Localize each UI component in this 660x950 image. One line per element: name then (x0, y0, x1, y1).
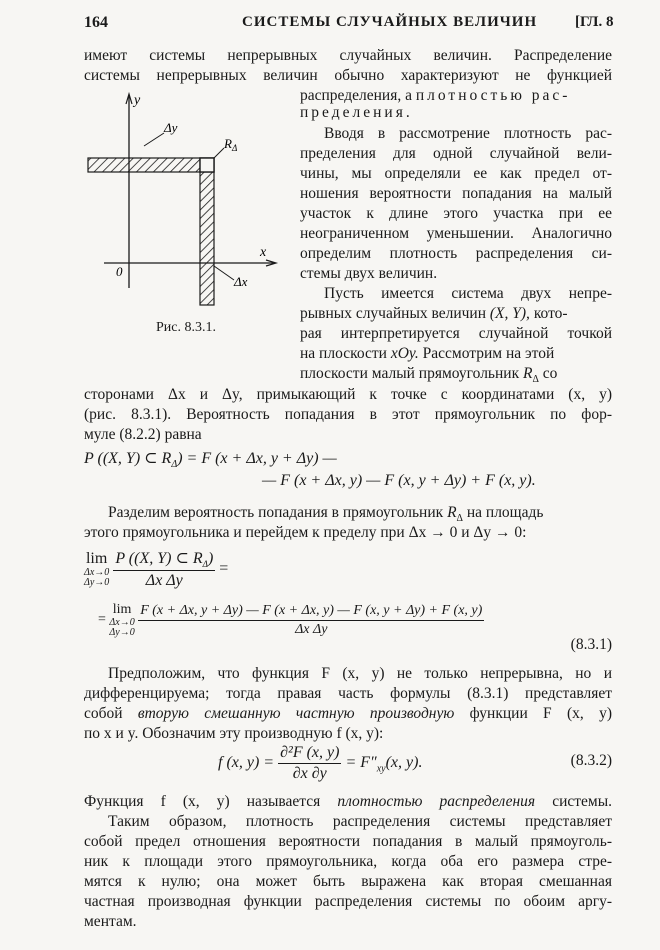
after-fig-line-2: (рис. 8.3.1). Вероятность попадания в этот прямоугольник по фор- (84, 406, 612, 423)
wrap-line-10: рывных случайных величин (X, Y), кото- (300, 305, 568, 322)
page-number: 164 (84, 14, 108, 31)
para3-line-1: Предположим, что функция F (x, y) не только непрерывна, но и (108, 665, 612, 682)
figure-8-3-1 (84, 88, 294, 338)
para3-line-4: по x и y. Обозначим эту производную f (x, y): (84, 725, 384, 742)
para4-line-6: частная производная функции распределения системы по обоим аргу- (84, 893, 612, 910)
after-fig-line-3: муле (8.2.2) равна (84, 426, 202, 443)
label-y: y (134, 93, 141, 108)
wrap-line-6: неограниченном уменьшении. Аналогично (300, 225, 612, 242)
para3-line-3: собой вторую смешанную частную производную функции F (x, y) (84, 705, 612, 722)
figure-caption: Рис. 8.3.1. (156, 320, 216, 335)
para4-line-7: ментам. (84, 913, 137, 930)
para2-line-1: Разделим вероятность попадания в прямоугольник $R_\Delta$ на площадь (108, 504, 544, 525)
intro-line-1: имеют системы непрерывных случайных величин. Распределение (84, 47, 612, 64)
equation-2-line-2: = lim Δx→0 Δy→0 F (x + Δx, y + Δy) — F (x + Δx, y) — F (x, y + Δy) + F (x, y) Δx Δy (98, 602, 483, 638)
wrap-line-13: плоскости малый прямоугольник $R_\Delta$ со (300, 365, 558, 386)
wrap-line-1: Вводя в рассмотрение плотность рас- (324, 125, 612, 142)
equation-1-line-1: P ((X, Y) ⊂ $R_\Delta) = F$ (x + Δx, y + Δy) — (84, 450, 337, 471)
label-dy: Δy (164, 120, 178, 135)
wrap-line-4: ношения вероятности попадания на малый (300, 185, 612, 202)
small-rectangle (200, 158, 214, 172)
wrap-line-0b: пределения. (300, 104, 413, 121)
label-dx: Δx (234, 274, 248, 289)
running-title: СИСТЕМЫ СЛУЧАЙНЫХ ВЕЛИЧИН (242, 14, 538, 30)
wrap-line-8: стемы двух величин. (300, 265, 438, 282)
para4-line-4: ник к площади этого прямоугольника, когда оба его размера стре- (84, 853, 612, 870)
after-fig-line-1: сторонами Δx и Δy, примыкающий к точке с координатами (x, y) (84, 386, 612, 403)
para4-line-5: мятся к нулю; она может быть выражена как вторая смешанная (84, 873, 612, 890)
label-x: x (260, 245, 267, 260)
wrap-line-0: распределения, а плотностью рас- (300, 87, 571, 104)
r-leader (214, 148, 224, 158)
wrap-line-2: пределения для одной случайной вели- (300, 145, 612, 162)
vertical-strip (200, 158, 214, 305)
para4-line-3: собой предел отношения вероятности попадания в малый прямоуголь- (84, 833, 612, 850)
para4-line-1: Функция f (x, y) называется плотностью распределения системы. (84, 793, 613, 810)
wrap-line-12: на плоскости xOy. Рассмотрим на этой (300, 345, 555, 362)
para4-line-2: Таким образом, плотность распределения системы представляет (108, 813, 612, 830)
label-r: $R_\Delta$ (224, 136, 238, 153)
equation-1-line-2: — F (x + Δx, y) — F (x, y + Δy) + F (x, y). (262, 472, 536, 489)
wrap-line-5: участок к длине этого участка при ее (300, 205, 612, 222)
para2-line-2: этого прямоугольника и перейдем к пределу при Δx → 0 и Δy → 0: (84, 524, 527, 541)
equation-2-line-1: lim Δx→0 Δy→0 $\frac{P ((X, Y) \subset R_\Delta)}{\text{Δx Δy}}$ = (84, 550, 229, 590)
wrap-line-3: чины, мы определяли ее как предел от- (300, 165, 612, 182)
dy-leader (144, 133, 164, 146)
equation-3-number: (8.3.2) (570, 752, 612, 769)
wrap-line-11: рая интерпретируется случайной точкой (300, 325, 612, 342)
equation-2-number: (8.3.1) (570, 636, 612, 653)
wrap-line-9: Пусть имеется система двух непре- (324, 285, 612, 302)
dx-leader (214, 266, 234, 280)
equation-3: f (x, y) = $\frac{\text{∂²F (x, y)}}{\partial x \partial y}$ = $F''_{xy}(x$, y). (218, 744, 423, 782)
horizontal-strip (88, 158, 214, 172)
chapter-label: [ГЛ. 8 (575, 14, 614, 30)
para3-line-2: дифференцируема; тогда правая часть формулы (8.3.1) представляет (84, 685, 612, 702)
wrap-line-7: определим плотность распределения си- (300, 245, 612, 262)
label-origin: 0 (116, 264, 123, 279)
intro-line-2: системы непрерывных величин обычно характеризуют не функцией (84, 67, 612, 84)
